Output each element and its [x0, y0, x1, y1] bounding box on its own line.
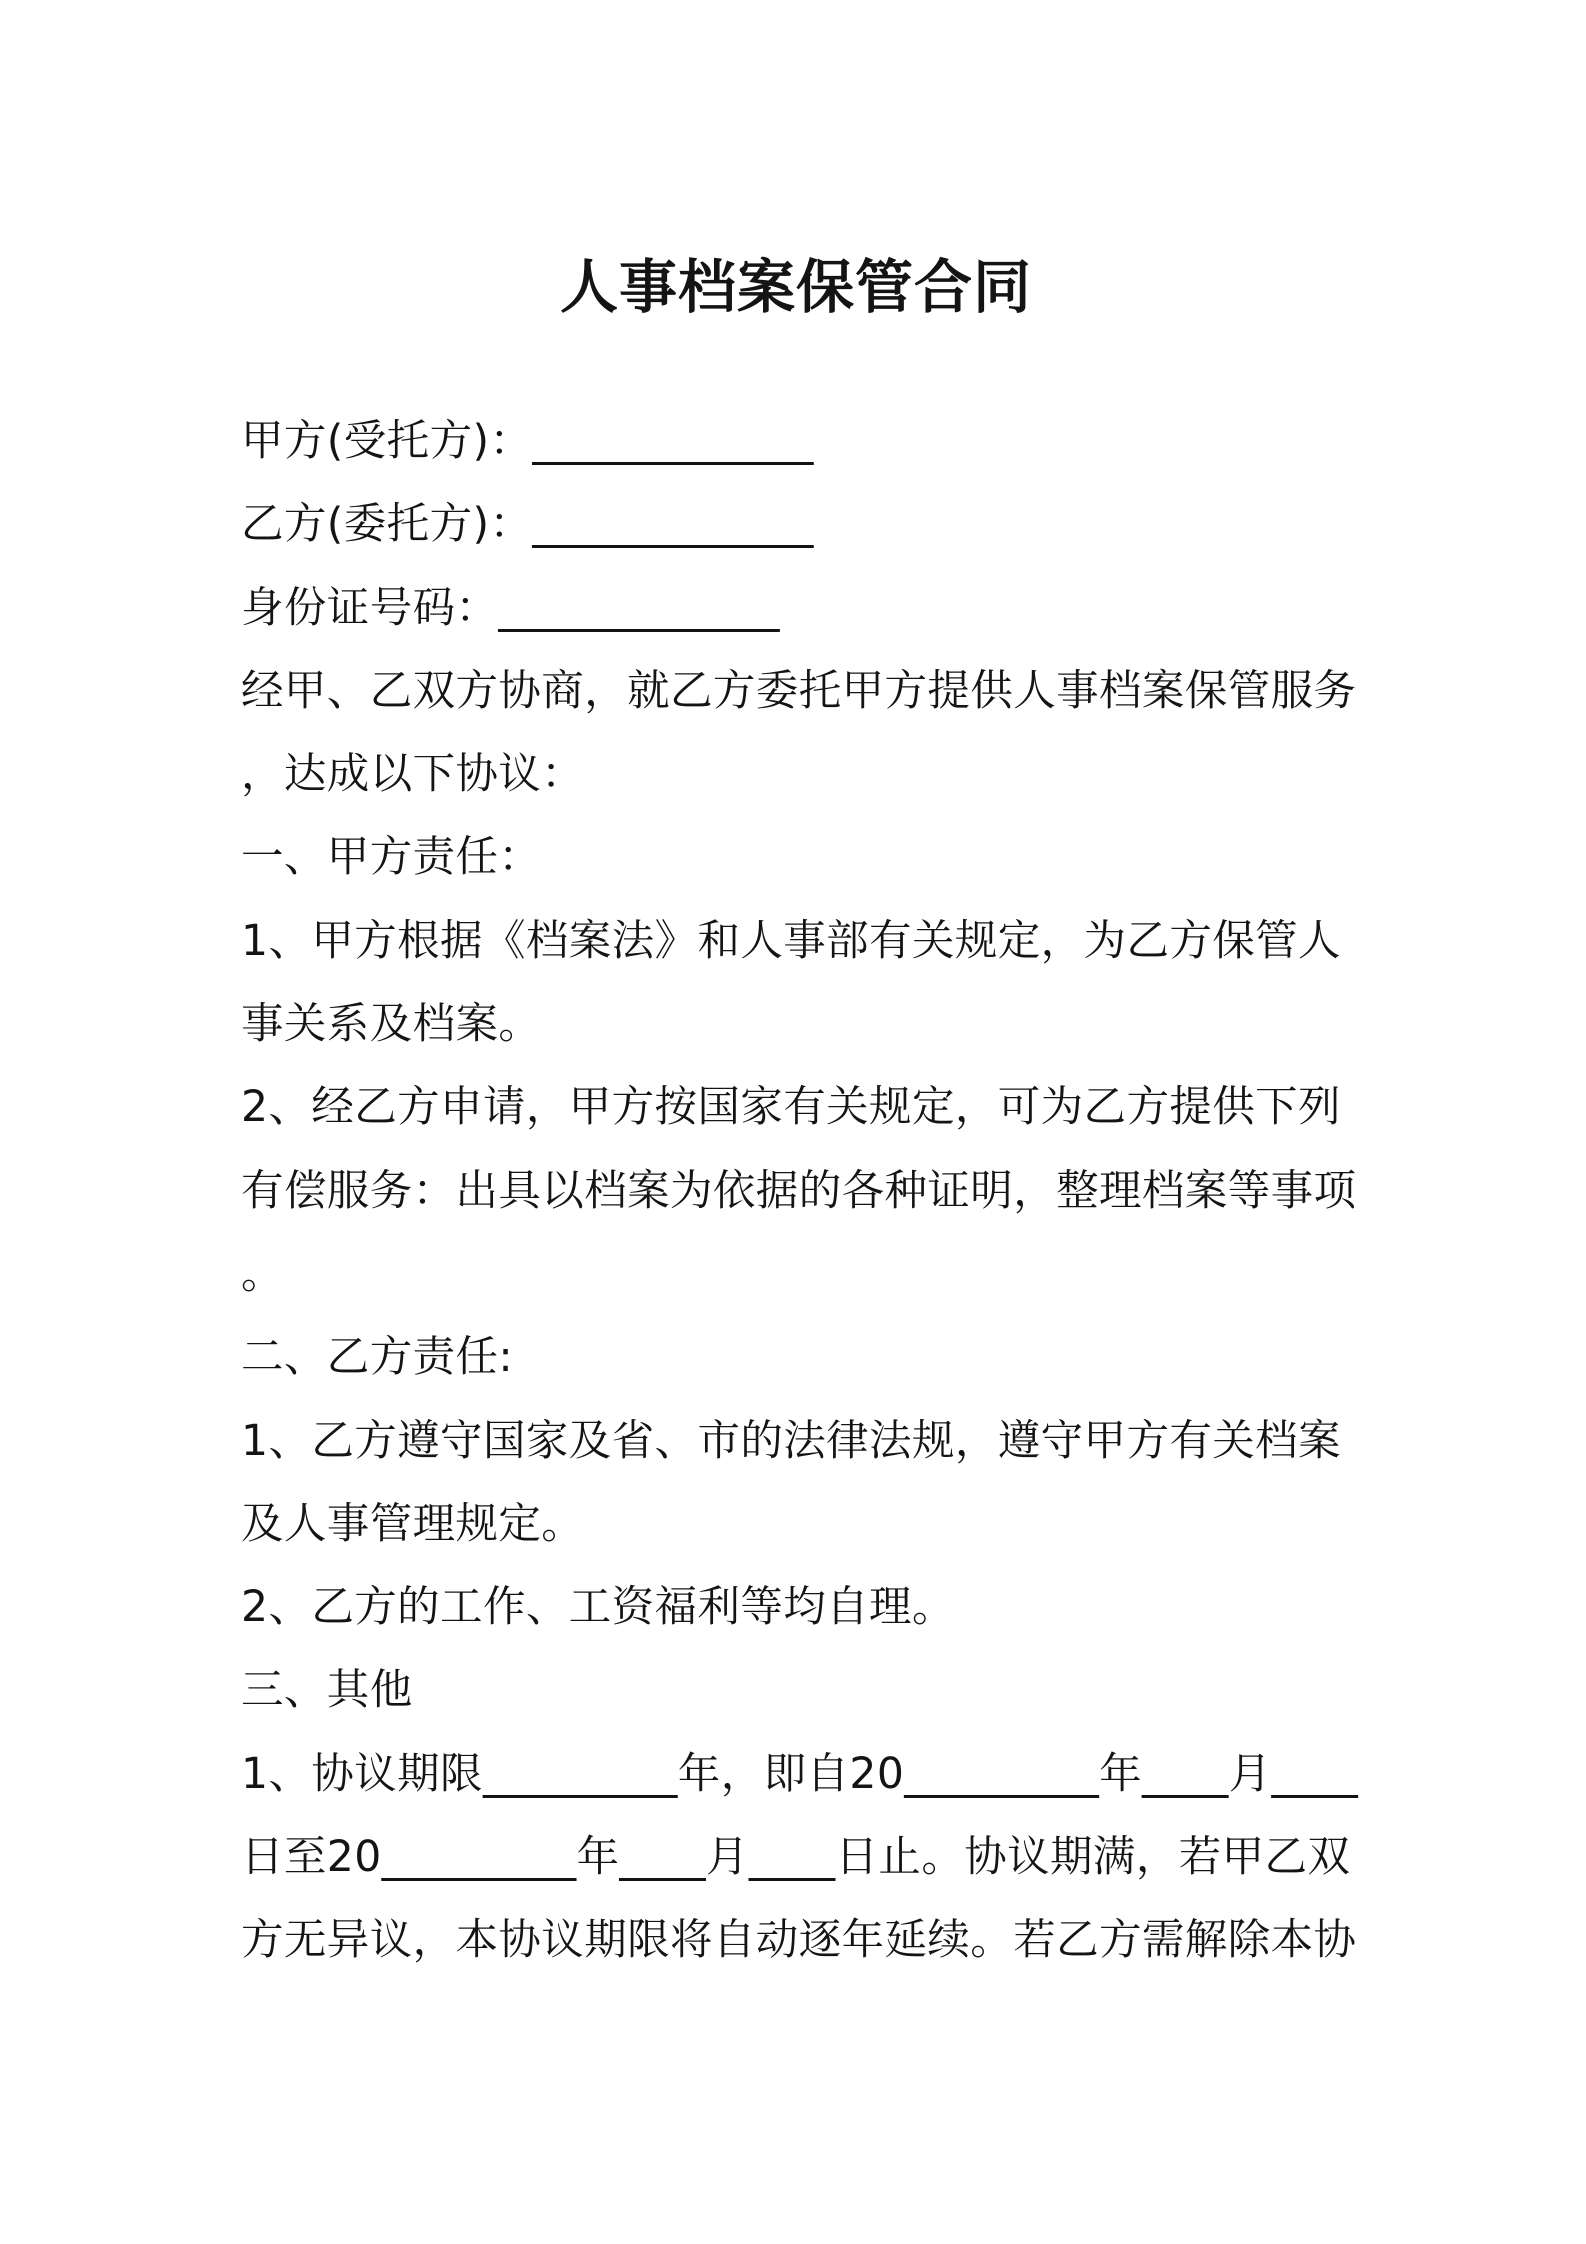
id-number-field: 身份证号码：_____________ [241, 583, 780, 633]
clause-line: 2、经乙方申请，甲方按国家有关规定，可为乙方提供下列 [241, 1083, 1341, 1133]
preamble-line: 经甲、乙双方协商，就乙方委托甲方提供人事档案保管服务 [241, 666, 1357, 716]
clause-line: 有偿服务：出具以档案为依据的各种证明，整理档案等事项 [241, 1166, 1357, 1216]
clause-line: 1、乙方遵守国家及省、市的法律法规，遵守甲方有关档案 [241, 1416, 1341, 1466]
preamble-line: ，达成以下协议： [241, 750, 585, 800]
clause-line: 1、甲方根据《档案法》和人事部有关规定，为乙方保管人 [241, 916, 1341, 966]
document-title: 人事档案保管合同 [559, 253, 1032, 321]
section-heading-other: 三、其他 [241, 1666, 413, 1716]
clause-line: 方无异议，本协议期限将自动逐年延续。若乙方需解除本协 [241, 1916, 1357, 1966]
party-a-field: 甲方(受托方)：_____________ [241, 417, 814, 466]
clause-line: 。 [241, 1249, 284, 1299]
clause-line: 及人事管理规定。 [241, 1499, 585, 1549]
section-heading-party-b: 二、乙方责任: [241, 1333, 514, 1383]
clause-line: 日至20_________年____月____日止。协议期满，若甲乙双 [241, 1833, 1351, 1883]
section-heading-party-a: 一、甲方责任： [241, 833, 542, 883]
party-b-field: 乙方(委托方)：_____________ [241, 500, 814, 550]
clause-line: 2、乙方的工作、工资福利等均自理。 [241, 1583, 955, 1633]
clause-line: 1、协议期限_________年，即自20_________年____月____ [241, 1749, 1359, 1799]
clause-line: 事关系及档案。 [241, 1000, 542, 1050]
